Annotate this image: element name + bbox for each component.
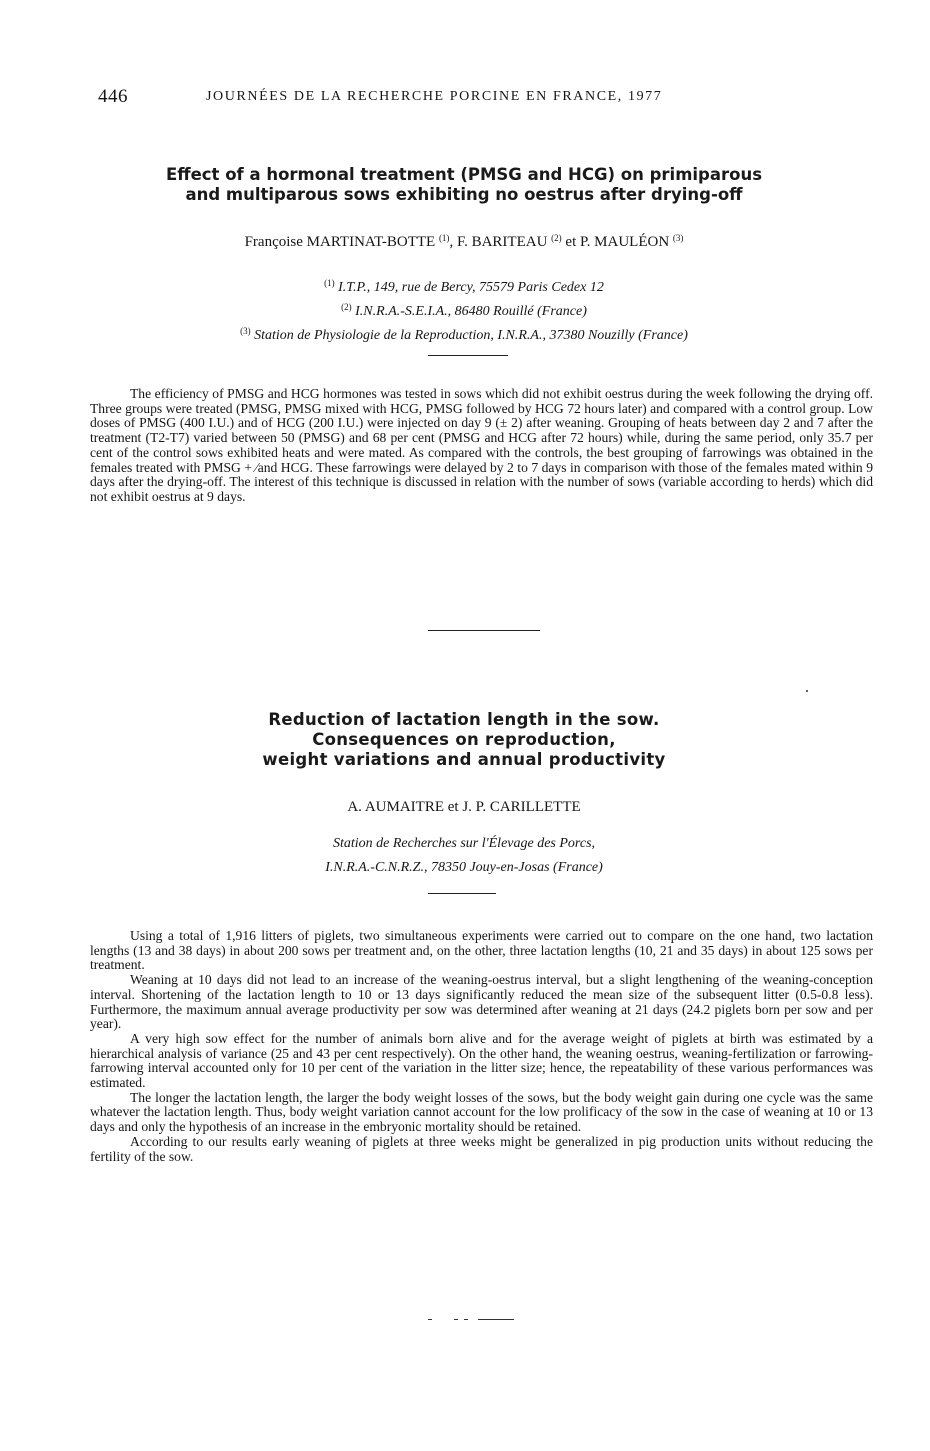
- author-name: Françoise MARTINAT-BOTTE: [244, 234, 436, 250]
- article2-affiliation: Station de Recherches sur l'Élevage des Porcs,: [332, 836, 596, 851]
- article2-title: [100, 710, 828, 770]
- running-head: JOURNÉES DE LA RECHERCHE PORCINE EN FRANCE, 1977: [206, 89, 663, 104]
- article1-affiliation: [100, 322, 828, 345]
- article2-title-line: Reduction of lactation length in the sow.: [268, 710, 660, 729]
- page-header: [98, 86, 838, 110]
- end-rule: [428, 1318, 518, 1322]
- affiliation-text: Station de Physiologie de la Reproduction, I.N.R.A., 37380 Nouzilly (France): [254, 328, 688, 343]
- abstract-paragraph: Using a total of 1,916 litters of piglets, two simultaneous experiments were carried out to compare on the one hand, two lactation lengths (13 and 38 days) in about 200 sows per treatment and, on the other, three lactation lengths (10, 21 and 35 days) in about 125 sows per treatment.: [90, 928, 873, 973]
- article2-abstract: [90, 929, 873, 1164]
- article1-affiliation: [100, 298, 828, 321]
- author-affiliation-mark: (3): [672, 233, 684, 243]
- abstract-paragraph: The longer the lactation length, the larger the body weight losses of the sows, but the body weight gain during one cycle was the same whatever the lactation length. Thus, body weight variation cannot account for the low prolificacy of the sow in the case of weaning at 10 or 13 days and only the hypothesis of an increase in the embryonic mortality should be retained.: [90, 1089, 873, 1135]
- abstract-paragraph: The efficiency of PMSG and HCG hormones was tested in sows which did not exhibit oestrus during the week following the drying off. Three groups were treated (PMSG, PMSG mixed with HCG, PMSG followed by HCG 72 hours later) and compared with a control group. Low doses of PMSG (400 I.U.) and of HCG (200 I.U.) were injected on day 9 (± 2) after weaning. Grouping of heats between day 2 and 7 after the treatment (T2-T7) varied between 50 (PMSG) and 68 per cent (PMSG and HCG after 72 hours) while, during the same period, only 35.7 per cent of the control sows exhibited heats and were mated. As compared with the controls, the best grouping of farrowings was obtained in the females treated with PMSG + ⁄and HCG. These farrowings were delayed by 2 to 7 days in comparison with those of the females mated within 9 days after the drying-off. The interest of this technique is discussed in relation with the number of sows (variable according to herds) which did not exhibit oestrus at 9 days.: [90, 386, 873, 504]
- article1-title-line: and multiparous sows exhibiting no oestrus after drying-off: [185, 185, 743, 204]
- article1-title: [100, 165, 828, 205]
- author-affiliation-mark: (1): [438, 233, 450, 243]
- article2-title-line: weight variations and annual productivity: [262, 750, 666, 769]
- separator-rule: [428, 355, 508, 356]
- separator-rule: [428, 630, 540, 631]
- affiliation-mark: (2): [341, 302, 352, 312]
- author-name: P. MAULÉON: [579, 234, 670, 250]
- separator-rule: [428, 893, 496, 894]
- article1-authors: [100, 233, 828, 251]
- author-affiliation-mark: (2): [551, 233, 562, 243]
- author-name: F. BARITEAU: [456, 234, 548, 250]
- author-separator: et: [561, 234, 580, 250]
- article2-title-line: Consequences on reproduction,: [312, 730, 616, 749]
- author-separator: ,: [449, 234, 457, 250]
- abstract-paragraph: Weaning at 10 days did not lead to an increase of the weaning-oestrus interval, but a slight lengthening of the weaning-conception interval. Shortening of the lactation length to 10 or 13 days significantly reduced the mean size of the subsequent litter (0.5-0.8 less). Furthermore, the maximum annual average productivity per sow was determined after weaning at 21 days (24.2 piglets born per sow and per year).: [90, 972, 873, 1032]
- affiliation-text: I.N.R.A.-S.E.I.A., 86480 Rouillé (France): [355, 304, 587, 319]
- affiliation-text: I.T.P., 149, rue de Bercy, 75579 Paris Cedex 12: [338, 280, 604, 295]
- abstract-paragraph: According to our results early weaning of piglets at three weeks might be generalized in pig production units without reducing the fertility of the sow.: [90, 1133, 873, 1164]
- affiliation-mark: (1): [324, 278, 335, 288]
- page-number: 446: [98, 86, 128, 107]
- abstract-paragraph: A very high sow effect for the number of animals born alive and for the average weight of piglets at birth was estimated by a hierarchical analysis of variance (25 and 43 per cent respectively). On the other hand, the weaning oestrus, weaning-fertilization or farrowing-farrowing interval accounted only for 10 per cent of the variation in the litter size; hence, the repeatability of these various performances was estimated.: [90, 1030, 873, 1091]
- article1-affiliation: [100, 274, 828, 297]
- speck-mark: [806, 690, 808, 692]
- article2-affiliation: I.N.R.A.-C.N.R.Z., 78350 Jouy-en-Josas (France): [325, 860, 603, 875]
- affiliation-mark: (3): [240, 326, 251, 336]
- article1-title-line: Effect of a hormonal treatment (PMSG and HCG) on primiparous: [165, 165, 763, 184]
- article1-abstract: [90, 387, 873, 505]
- article2-authors: A. AUMAITRE et J. P. CARILLETTE: [347, 799, 581, 815]
